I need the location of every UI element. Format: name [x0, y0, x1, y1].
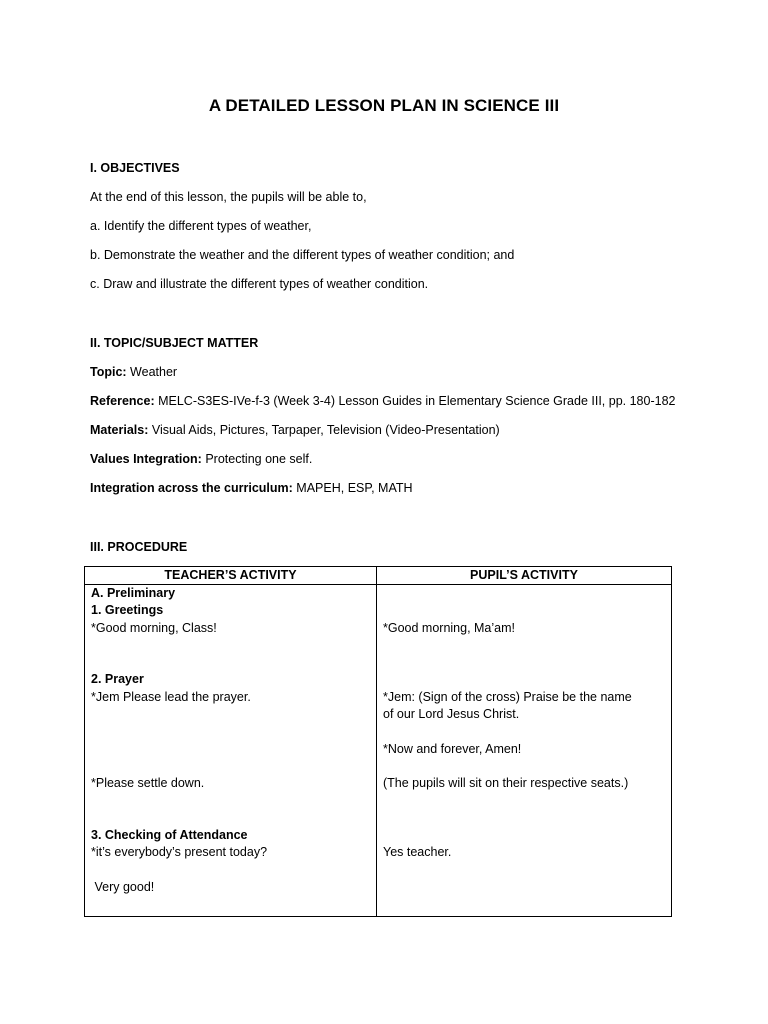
materials-value: Visual Aids, Pictures, Tarpaper, Television (Video-Presentation)	[148, 423, 500, 437]
objectives-heading: I. OBJECTIVES	[90, 161, 180, 175]
objective-item-a: a. Identify the different types of weather,	[90, 219, 312, 233]
values-value: Protecting one self.	[201, 452, 313, 466]
pupil-activity-header: PUPIL’S ACTIVITY	[377, 567, 672, 585]
pupil-sit: (The pupils will sit on their respective seats.)	[383, 776, 629, 791]
procedure-table	[84, 566, 672, 917]
subject-matter-heading: II. TOPIC/SUBJECT MATTER	[90, 336, 259, 350]
pupil-activity-cell	[377, 585, 672, 917]
procedure-heading: III. PROCEDURE	[90, 540, 188, 554]
teacher-prayer-request: *Jem Please lead the prayer.	[91, 689, 251, 704]
teacher-greeting: *Good morning, Class!	[91, 620, 217, 635]
objectives-intro: At the end of this lesson, the pupils will be able to,	[90, 190, 367, 204]
values-line	[90, 451, 312, 467]
pupil-prayer-line-1: *Jem: (Sign of the cross) Praise be the name	[383, 689, 632, 704]
teacher-very-good: Very good!	[91, 880, 155, 895]
reference-value: MELC-S3ES-IVe-f-3 (Week 3-4) Lesson Guides in Elementary Science Grade III, pp. 180-182	[154, 394, 676, 408]
attendance-heading: 3. Checking of Attendance	[91, 828, 248, 843]
prayer-heading: 2. Prayer	[91, 672, 144, 687]
teacher-activity-cell	[85, 585, 377, 917]
reference-line	[90, 393, 675, 409]
teacher-activity-header: TEACHER’S ACTIVITY	[85, 567, 377, 585]
materials-label: Materials:	[90, 423, 149, 437]
procedure-body-row	[85, 585, 672, 917]
preliminary-heading: A. Preliminary	[91, 586, 176, 600]
teacher-attendance-question: *it’s everybody’s present today?	[91, 845, 268, 860]
objective-item-c: c. Draw and illustrate the different types of weather condition.	[90, 277, 429, 291]
pupil-attendance-reply: Yes teacher.	[383, 845, 452, 860]
teacher-settle-down: *Please settle down.	[91, 776, 205, 791]
integration-label: Integration across the curriculum:	[90, 481, 293, 495]
pupil-greeting-reply: *Good morning, Ma’am!	[383, 620, 516, 635]
greetings-heading: 1. Greetings	[91, 603, 164, 618]
pupil-amen: *Now and forever, Amen!	[383, 741, 522, 756]
values-label: Values Integration:	[90, 452, 202, 466]
integration-value: MAPEH, ESP, MATH	[292, 481, 413, 495]
document-title: A DETAILED LESSON PLAN IN SCIENCE III	[208, 96, 560, 115]
pupil-prayer-line-2: of our Lord Jesus Christ.	[383, 707, 520, 722]
topic-line	[90, 364, 177, 380]
integration-line	[90, 480, 413, 496]
objective-item-b: b. Demonstrate the weather and the different types of weather condition; and	[90, 248, 515, 262]
materials-line	[90, 422, 500, 438]
procedure-header-row	[85, 567, 672, 585]
topic-label: Topic:	[90, 365, 127, 379]
reference-label: Reference:	[90, 394, 155, 408]
topic-value: Weather	[126, 365, 178, 379]
